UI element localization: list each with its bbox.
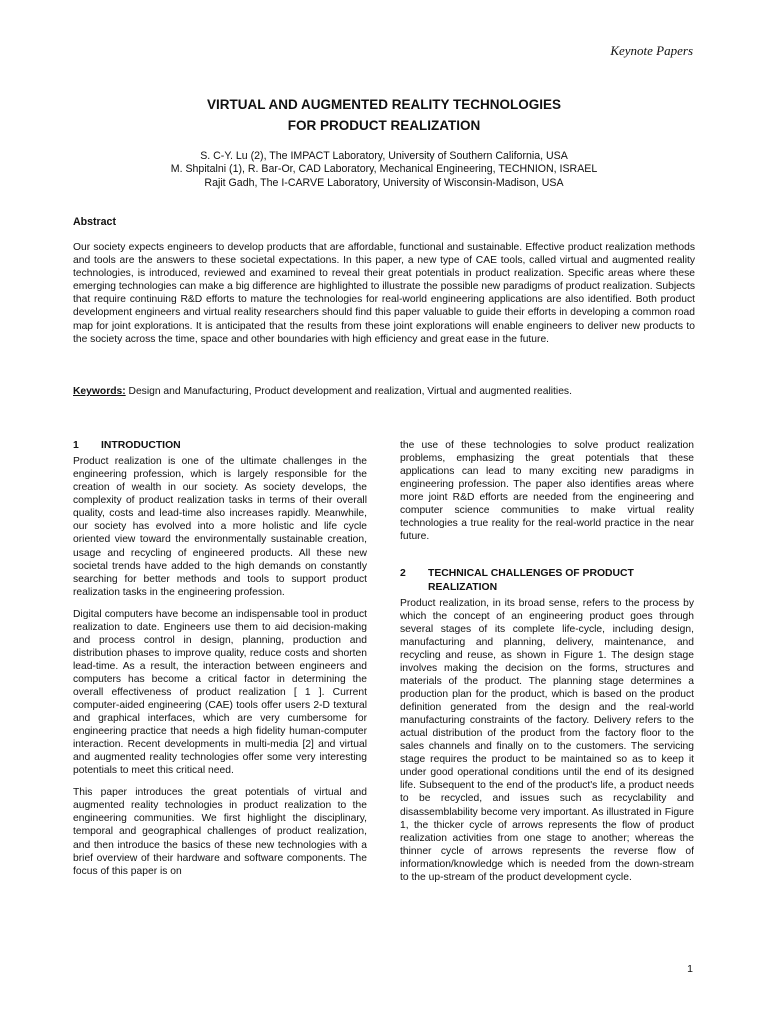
section-title: INTRODUCTION xyxy=(101,440,181,451)
author-line: Rajit Gadh, The I-CARVE Laboratory, University of Wisconsin-Madison, USA xyxy=(204,176,564,189)
keywords-label: Keywords: xyxy=(73,386,126,397)
section-heading xyxy=(400,567,694,593)
section-number: 1 xyxy=(73,440,79,451)
body-paragraph: Digital computers have become an indispensable tool in product realization to date. Engineers use them to aid decision-making and process control in design, planning, production and distribution phases to improve quality, reduce costs and shorten lead-time. As a result, the interaction between engineers and computers has become a critical factor in determining the overall effectiveness of product realization [ 1 ]. Current computer-aided engineering (CAE) tools offer users 2-D textural and graphical interfaces, which are very cumbersome for engineering practice that needs a high fidelity human-computer interaction. Recent developments in multi-media [2] and virtual and augmented reality technologies offer some very interesting potentials to meet this critical need. xyxy=(73,608,367,777)
author-line: S. C-Y. Lu (2), The IMPACT Laboratory, University of Southern California, USA xyxy=(200,150,568,162)
section-title: TECHNICAL CHALLENGES OF PRODUCT REALIZATION xyxy=(428,568,634,593)
title-line-2: FOR PRODUCT REALIZATION xyxy=(287,118,481,133)
running-head: Keynote Papers xyxy=(610,43,693,58)
abstract-heading: Abstract xyxy=(73,216,116,228)
title-line-1: VIRTUAL AND AUGMENTED REALITY TECHNOLOGIES xyxy=(206,97,561,112)
author-list xyxy=(0,150,768,190)
paper-title xyxy=(0,94,768,136)
section-number: 2 xyxy=(400,568,406,580)
abstract-text: Our society expects engineers to develop products that are affordable, functional and sustainable. Effective product realization methods and tools are the answers to these societal expectations. In this paper, a new type of CAE tools, called virtual and augmented reality technologies, is introduced, reviewed and examined to reveal their great potentials in product realization. Specific areas where these emerging technologies can make a big difference are highlighted to illustrate the possible new paradigms of product realization. Subjects that require continuing R&D efforts to mature the technologies for real-world engineering applications are also identified. Both product development engineers and virtual reality researchers should find this paper valuable to guide their efforts in developing a common road map for joint explorations. It is anticipated that the results from these joint explorations will enable engineers to deliver new products to the society across the time, space and other boundaries with high efficiency and great ease in the future. xyxy=(73,242,695,345)
section-heading xyxy=(73,439,367,452)
keywords-text: Design and Manufacturing, Product development and realization, Virtual and augmented realities. xyxy=(125,386,572,397)
left-column xyxy=(73,439,367,878)
page-number: 1 xyxy=(687,963,693,975)
author-line: M. Shpitalni (1), R. Bar-Or, CAD Laboratory, Mechanical Engineering, TECHNION, ISRAEL xyxy=(170,163,598,176)
keywords-line xyxy=(73,385,695,398)
body-paragraph: Product realization is one of the ultimate challenges in the engineering profession, which is largely responsible for the creation of wealth in our society. As society develops, the complexity of product realization tasks in terms of their overall quality, costs and lead-time also increases rapidly. Meanwhile, our society has evolved into a more holistic and life cycle oriented view toward the environmentally sustainable creation, usage and recycling of engineered products. All these new societal trends have added to the high demands on constantly searching for better methods and tools to support product realization tasks in the engineering profession. xyxy=(73,456,367,598)
right-column xyxy=(400,439,694,884)
body-paragraph: This paper introduces the great potentials of virtual and augmented reality technologies in product realization to the engineering communities. We first highlight the disciplinary, temporal and geographical challenges of product realization, and then introduce the basics of these new technologies with a brief overview of their hardware and software components. The focus of this paper is on xyxy=(73,787,367,877)
body-paragraph: the use of these technologies to solve product realization problems, emphasizing the great potentials that these applications can lead to many exciting new paradigms in engineering profession. The paper also identifies areas where more joint R&D efforts are needed from the engineering and computer science communities to make virtual reality technologies a true reality for the real-world practice in the near future. xyxy=(400,440,694,543)
body-paragraph: Product realization, in its broad sense, refers to the process by which the concept of an engineering product goes through several stages of its complete life-cycle, including design, manufacturing and planning, delivery, maintenance, and recycling and reuse, as shown in Figure 1. The design stage involves making the decision on the forms, structures and materials of the product. The planning stage determines a production plan for the product, which is based on the product definition generated from the design and the real-world manufacturing constraints of the factory. Delivery refers to the actual distribution of the product from the factory floor to the sales channels and finally on to the customers. The servicing stage requires the product to be maintained so as to keep it under good operational conditions until the end of its designed life. Subsequent to the end of the product's life, a product needs to be recycled, and issues such as recyclability and disassemblability become very important. As illustrated in Figure 1, the thicker cycle of arrows represents the flow of product realization activities from one stage to another; whereas the thinner cycle of arrows represents the reverse flow of information/knowledge which is needed from the down-stream to the up-stream of the product development cycle. xyxy=(400,597,694,883)
